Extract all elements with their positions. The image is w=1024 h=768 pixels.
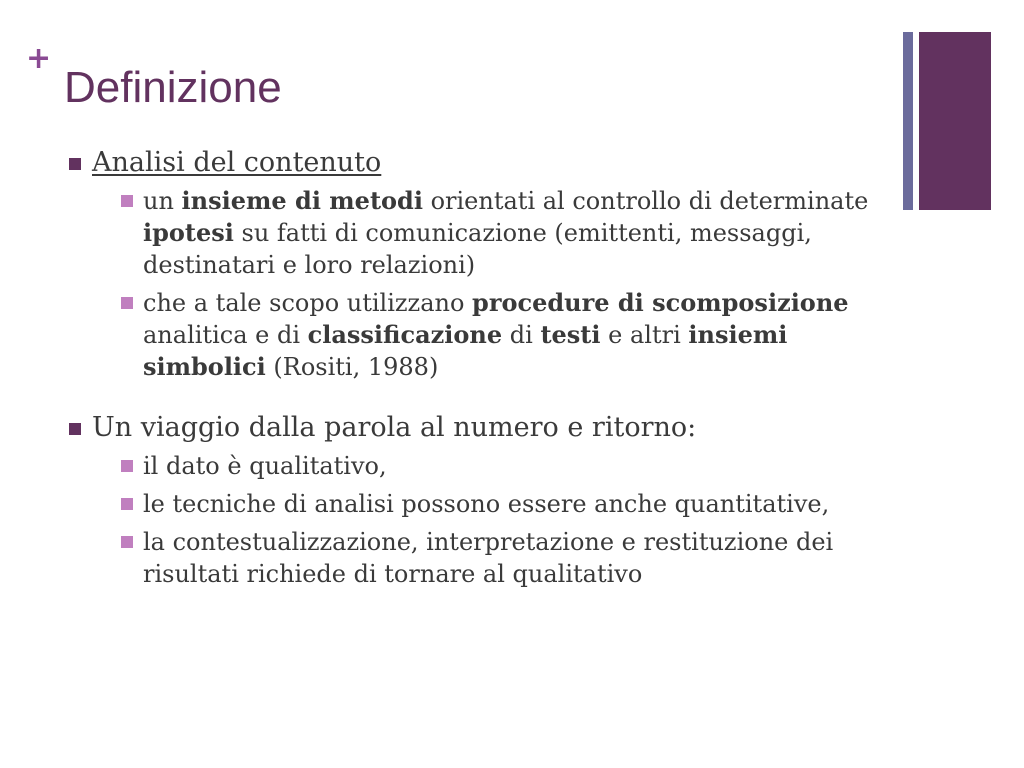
square-bullet-icon (121, 460, 133, 472)
text-run: orientati al controllo di determinate (422, 187, 869, 215)
section-heading: Analisi del contenuto (92, 147, 382, 178)
sub-bullet-text: la contestualizzazione, interpretazione e restituzione dei risultati richiede di tornare al qualitativo (143, 528, 834, 588)
bullet-section-1 (68, 146, 888, 383)
bullet-section-2 (68, 411, 888, 590)
plus-icon: + (26, 41, 52, 76)
sub-bullet (92, 526, 888, 590)
sub-bullet-text: il dato è qualitativo, (143, 452, 387, 480)
square-bullet-icon (121, 195, 133, 207)
text-run: e altri (600, 321, 689, 349)
bold-run: insieme di metodi (181, 186, 423, 215)
text-run: analitica e di (143, 321, 308, 349)
slide-title: Definizione (64, 63, 282, 112)
sub-bullet (92, 185, 888, 281)
bold-run: ipotesi (143, 218, 234, 247)
text-run: di (502, 321, 541, 349)
sub-bullet-text: le tecniche di analisi possono essere anche quantitative, (143, 490, 830, 518)
square-bullet-icon (69, 158, 81, 170)
square-bullet-icon (121, 498, 133, 510)
sub-bullet-text (143, 289, 849, 381)
sub-bullet-text (143, 187, 868, 279)
section-heading: Un viaggio dalla parola al numero e ritorno: (92, 412, 697, 443)
decorative-bar-thick (919, 32, 991, 210)
text-run: che a tale scopo utilizzano (143, 289, 473, 317)
sub-bullet (92, 488, 888, 520)
bold-run: procedure di scomposizione (472, 288, 849, 317)
sub-bullet (92, 450, 888, 482)
text-run: su fatti di comunicazione (emittenti, messaggi, destinatari e loro relazioni) (143, 219, 812, 279)
text-run: (Rositi, 1988) (265, 353, 439, 381)
bold-run: classificazione (307, 320, 503, 349)
bold-run: testi (540, 320, 601, 349)
slide-content (68, 146, 888, 590)
sub-bullet (92, 287, 888, 383)
square-bullet-icon (69, 423, 81, 435)
decorative-bar-thin (903, 32, 913, 210)
text-run: un (143, 187, 182, 215)
bold-run: insiemi simbolici (143, 320, 788, 381)
square-bullet-icon (121, 536, 133, 548)
square-bullet-icon (121, 297, 133, 309)
